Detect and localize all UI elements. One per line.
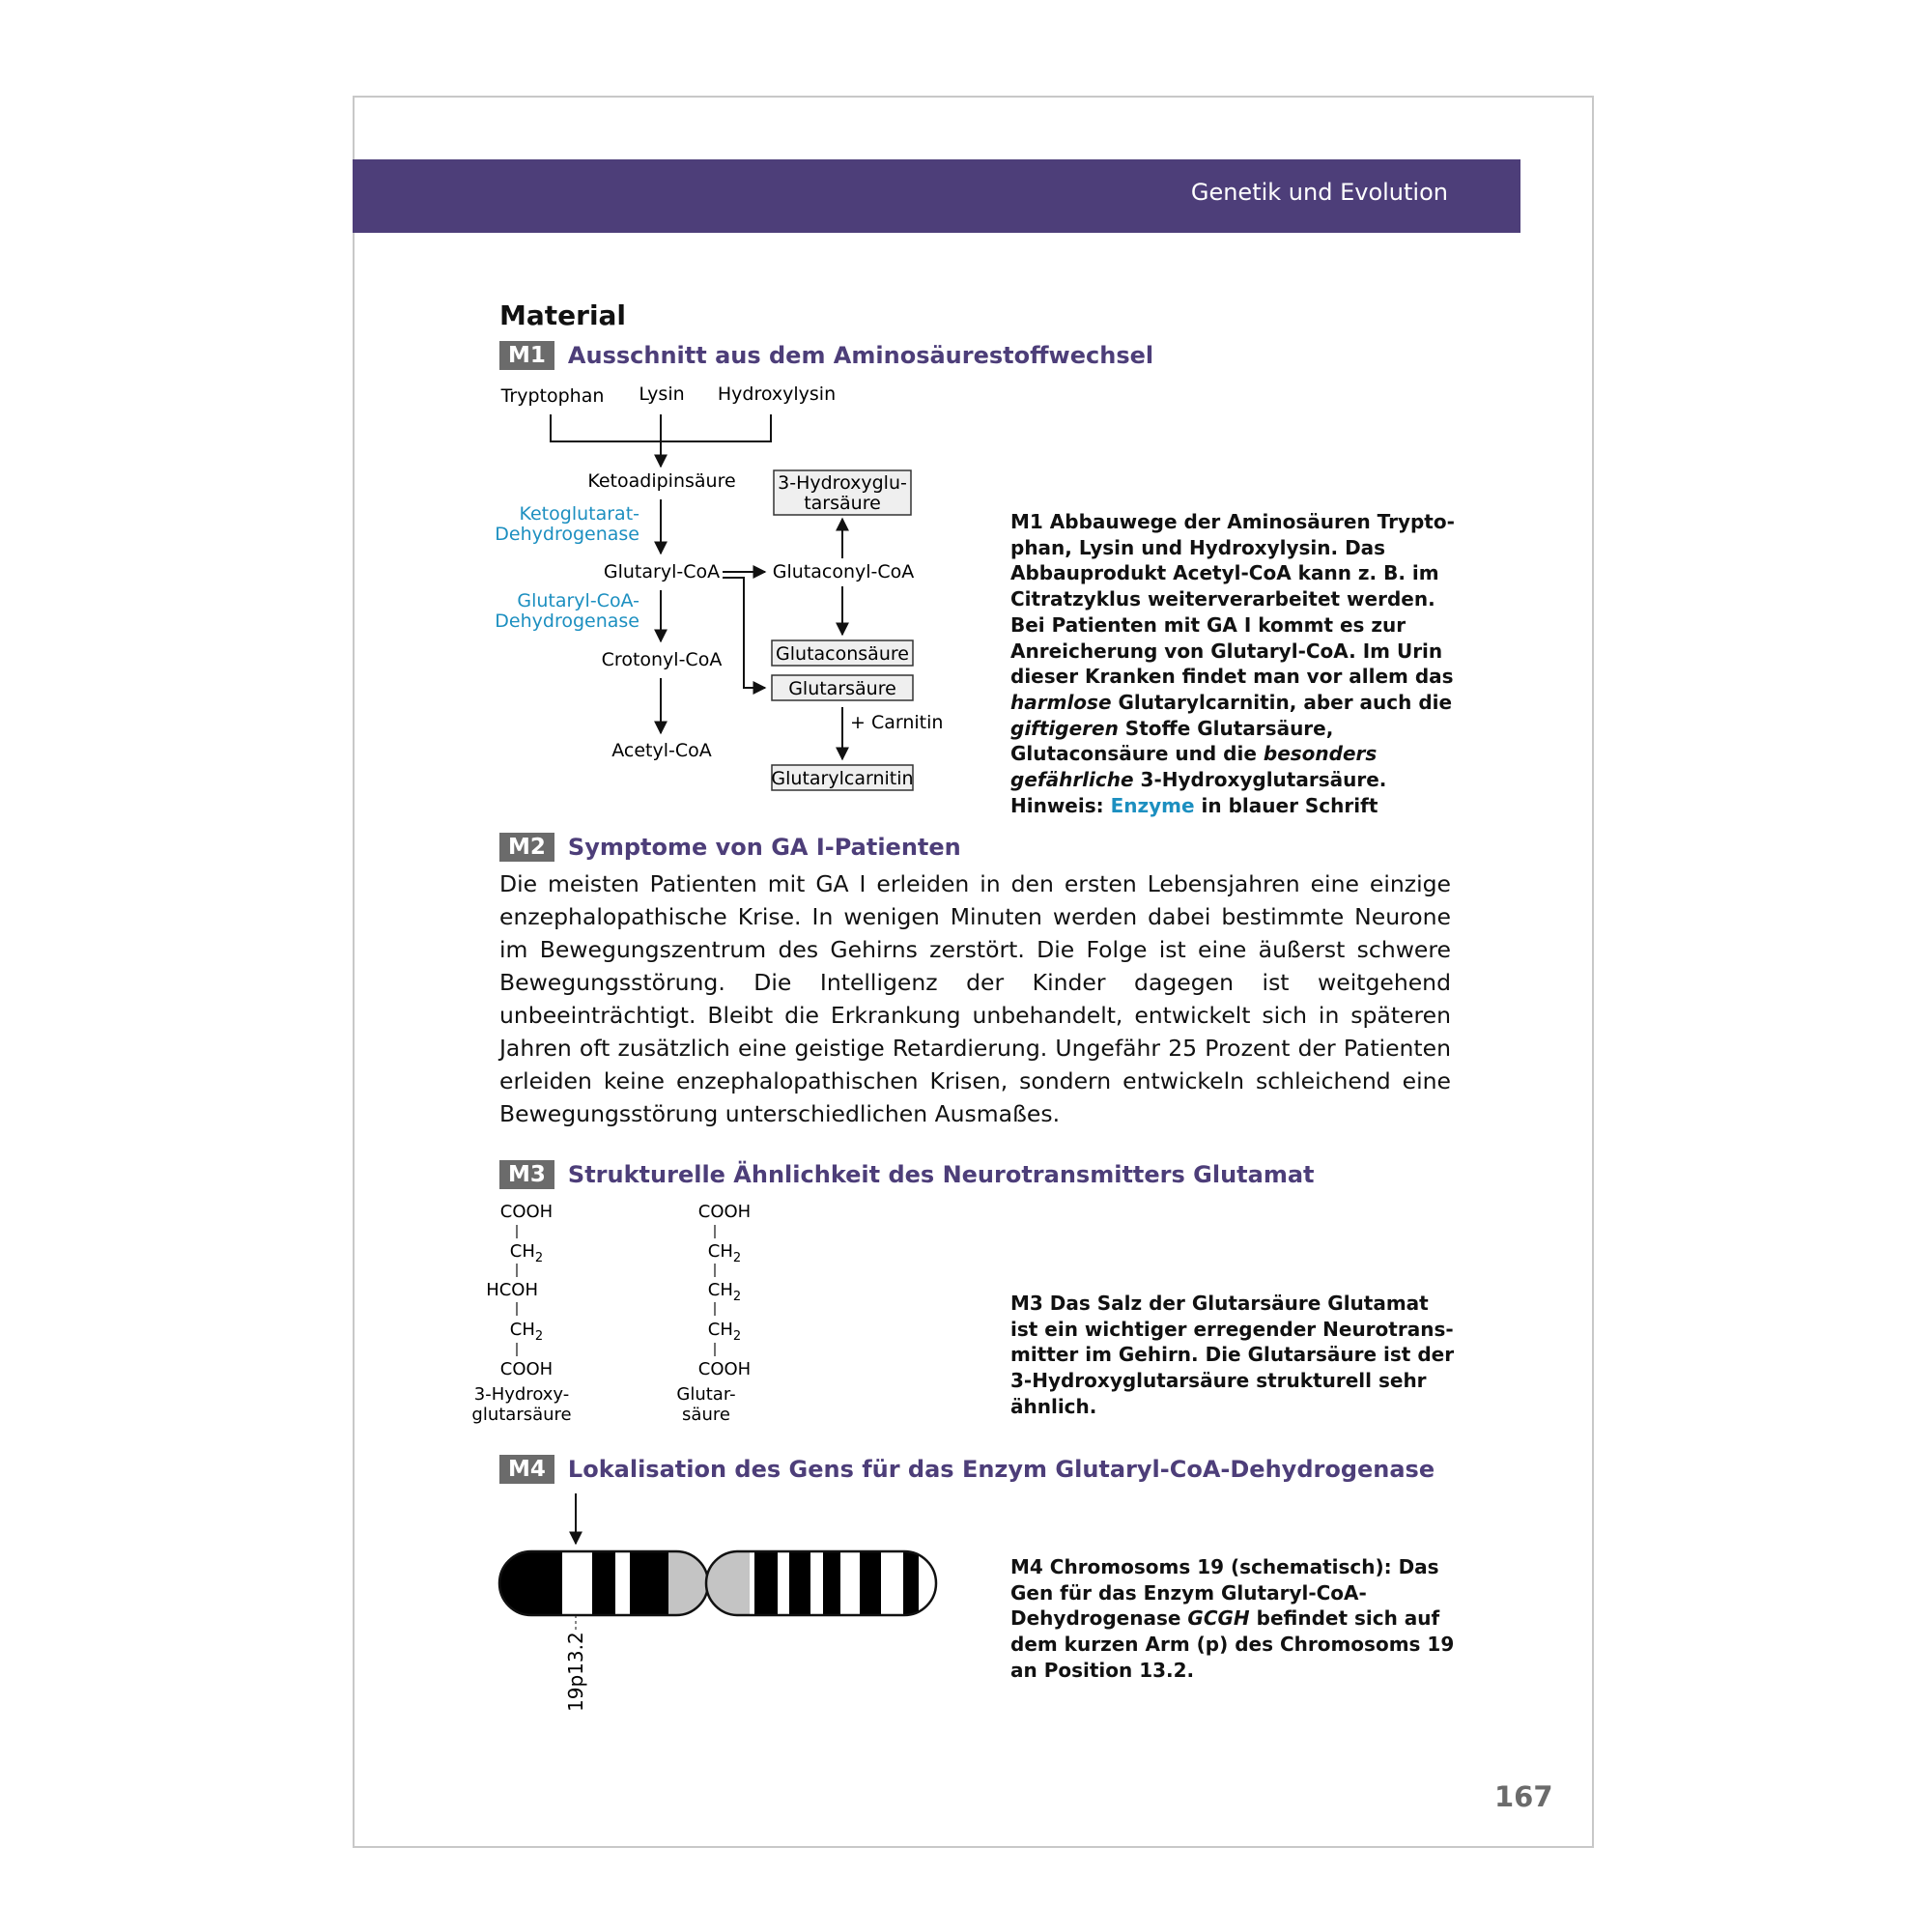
m3-heading (499, 1159, 1315, 1190)
mol2-group-4: $CH_2$ (707, 1320, 742, 1344)
chapter-header (353, 159, 1520, 233)
mol1-group-3: HCOH (486, 1280, 538, 1300)
arrow-to-glutarsaeure (723, 578, 765, 688)
mol1-group-4: $CH_2$ (509, 1320, 544, 1344)
m1-caption-text-5: in blauer Schrift (1194, 793, 1378, 817)
mol2-name-line2: säure (682, 1405, 730, 1425)
m4-heading (499, 1454, 1435, 1485)
enzyme-ketoglutarat-line1: Ketoglutarat- (519, 503, 639, 525)
m1-caption-text: M1 Abbauwege der Aminosäuren Tryptophan, Lysin und Hydroxylysin. Das Abbauprodukt Acetyl-CoA kann z. B. im Citratzyklus weiterverarbeitet werden. Bei Patienten mit GA I kommt es zur Anreicherung von Glutaryl-CoA. Im Urin dieser Kranken findet man vor allem das (1010, 510, 1455, 689)
locus-label: 19p13.2 (564, 1632, 587, 1712)
ketoadipinsaeure-label: Ketoadipinsäure (587, 470, 736, 492)
m1-caption-gefaehrlich: besonders gefährliche (1010, 742, 1378, 792)
m3-tag: M3 (499, 1160, 554, 1189)
m1-caption-enzyme-word: Enzyme (1110, 793, 1195, 817)
m2-title: Symptome von GA I-Patienten (567, 834, 961, 861)
glutarylcarnitin-label: Glutarylcarnitin (771, 768, 914, 789)
carnitin-label: + Carnitin (850, 712, 944, 733)
mol1-name-line1: 3-Hydroxy- (473, 1384, 570, 1405)
m1-caption-harmlose: harmlose (1010, 690, 1112, 714)
hydroxyglutarsaeure-line2: tarsäure (804, 493, 881, 514)
input-tryptophan: Tryptophan (500, 385, 605, 407)
mol2-group-5: COOH (697, 1359, 752, 1379)
m4-tag: M4 (499, 1455, 554, 1484)
glutaconsaeure-label: Glutaconsäure (776, 643, 909, 665)
enzyme-ketoglutarat-line2: Dehydrogenase (495, 524, 639, 545)
molecule-glutarsaeure (676, 1202, 751, 1425)
acetyl-coa-label: Acetyl-CoA (611, 740, 712, 761)
m2-tag: M2 (499, 833, 554, 862)
chromosome-19-diagram (488, 1488, 952, 1719)
m1-heading (499, 340, 1153, 371)
chromosome-q-arm (706, 1551, 936, 1615)
m4-caption-text-2: befindet sich auf dem kurzen Arm (p) des Chromosoms 19 an Position 13.2. (1010, 1606, 1455, 1682)
chapter-title: Genetik und Evolution (1190, 179, 1448, 206)
metabolism-diagram (483, 372, 966, 802)
m2-body-text: Die meisten Patienten mit GA I erleiden in den ersten Lebensjahren eine einzige enzephalopathische Krise. In wenigen Minuten werden dabei bestimmte Neurone im Bewegungszentrum des Gehirns zerstört. Die Folge ist eine äußerst schwere Bewegungsstörung. Die Intelligenz der Kinder dagegen ist weitgehend unbeeinträchtigt. Bleibt die Erkrankung unbehandelt, entwickelt sich in späteren Jahren oft zusätzlich eine geistige Retardierung. Ungefähr 25 Prozent der Patienten erleiden keine enzephalopathischen Krisen, sondern entwickeln schleichend eine Bewegungsstörung unterschiedlichen Ausmaßes. (499, 870, 1451, 1127)
mol2-group-1: COOH (697, 1202, 752, 1222)
mol2-group-2: $CH_2$ (707, 1241, 742, 1265)
m3-title: Strukturelle Ähnlichkeit des Neurotransmitters Glutamat (567, 1161, 1315, 1188)
m1-caption-text-2: Glutarylcarnitin, aber auch die (1111, 690, 1453, 714)
glutarsaeure-label: Glutarsäure (788, 678, 896, 699)
m4-gene-name: GCGH (1187, 1606, 1250, 1631)
m3-caption: M3 Das Salz der Glutarsäure Glutamat ist ein wichtiger erregender Neurotransmitter im Gehirn. Die Glutarsäure ist der 3-Hydroxyglutarsäure strukturell sehr ähnlich. (1010, 1292, 1455, 1418)
structural-formulas (471, 1198, 894, 1430)
chromosome-p-arm (499, 1551, 708, 1615)
glutaconyl-coa-label: Glutaconyl-CoA (772, 561, 915, 582)
m1-caption-text-4: 3-Hydroxyglutarsäure. Hinweis: (1010, 768, 1387, 817)
m4-caption-text: M4 Chromosoms 19 (schematisch): Das Gen für das Enzym Glutaryl-CoA-Dehydrogenase (1010, 1555, 1439, 1631)
page-number: 167 (1494, 1780, 1553, 1813)
mol1-group-2: $CH_2$ (509, 1241, 544, 1265)
m1-title: Ausschnitt aus dem Aminosäurestoffwechsel (567, 342, 1154, 369)
mol1-name-line2: glutarsäure (471, 1405, 572, 1425)
hydroxyglutarsaeure-line1: 3-Hydroxyglu- (778, 472, 907, 494)
m4-title: Lokalisation des Gens für das Enzym Glutaryl-CoA-Dehydrogenase (567, 1456, 1435, 1483)
m1-caption (1010, 509, 1455, 818)
mol2-group-3: $CH_2$ (707, 1280, 742, 1304)
m2-heading (499, 832, 961, 863)
mol2-name-line1: Glutar- (676, 1384, 736, 1405)
m1-caption-text-3: Stoffe Glutarsäure, Glutaconsäure und die (1010, 716, 1334, 766)
input-hydroxylysin: Hydroxylysin (717, 384, 837, 405)
mol1-group-5: COOH (499, 1359, 554, 1379)
glutaryl-coa-label: Glutaryl-CoA (603, 561, 721, 582)
material-heading: Material (499, 299, 627, 331)
mol1-group-1: COOH (499, 1202, 554, 1222)
m1-caption-giftigeren: giftigeren (1010, 716, 1119, 740)
input-lysin: Lysin (639, 384, 685, 405)
m1-tag: M1 (499, 341, 554, 370)
crotonyl-coa-label: Crotonyl-CoA (601, 649, 723, 670)
enzyme-glutaryl-line1: Glutaryl-CoA- (517, 590, 639, 611)
enzyme-glutaryl-line2: Dehydrogenase (495, 611, 639, 632)
m4-caption (1010, 1554, 1455, 1684)
